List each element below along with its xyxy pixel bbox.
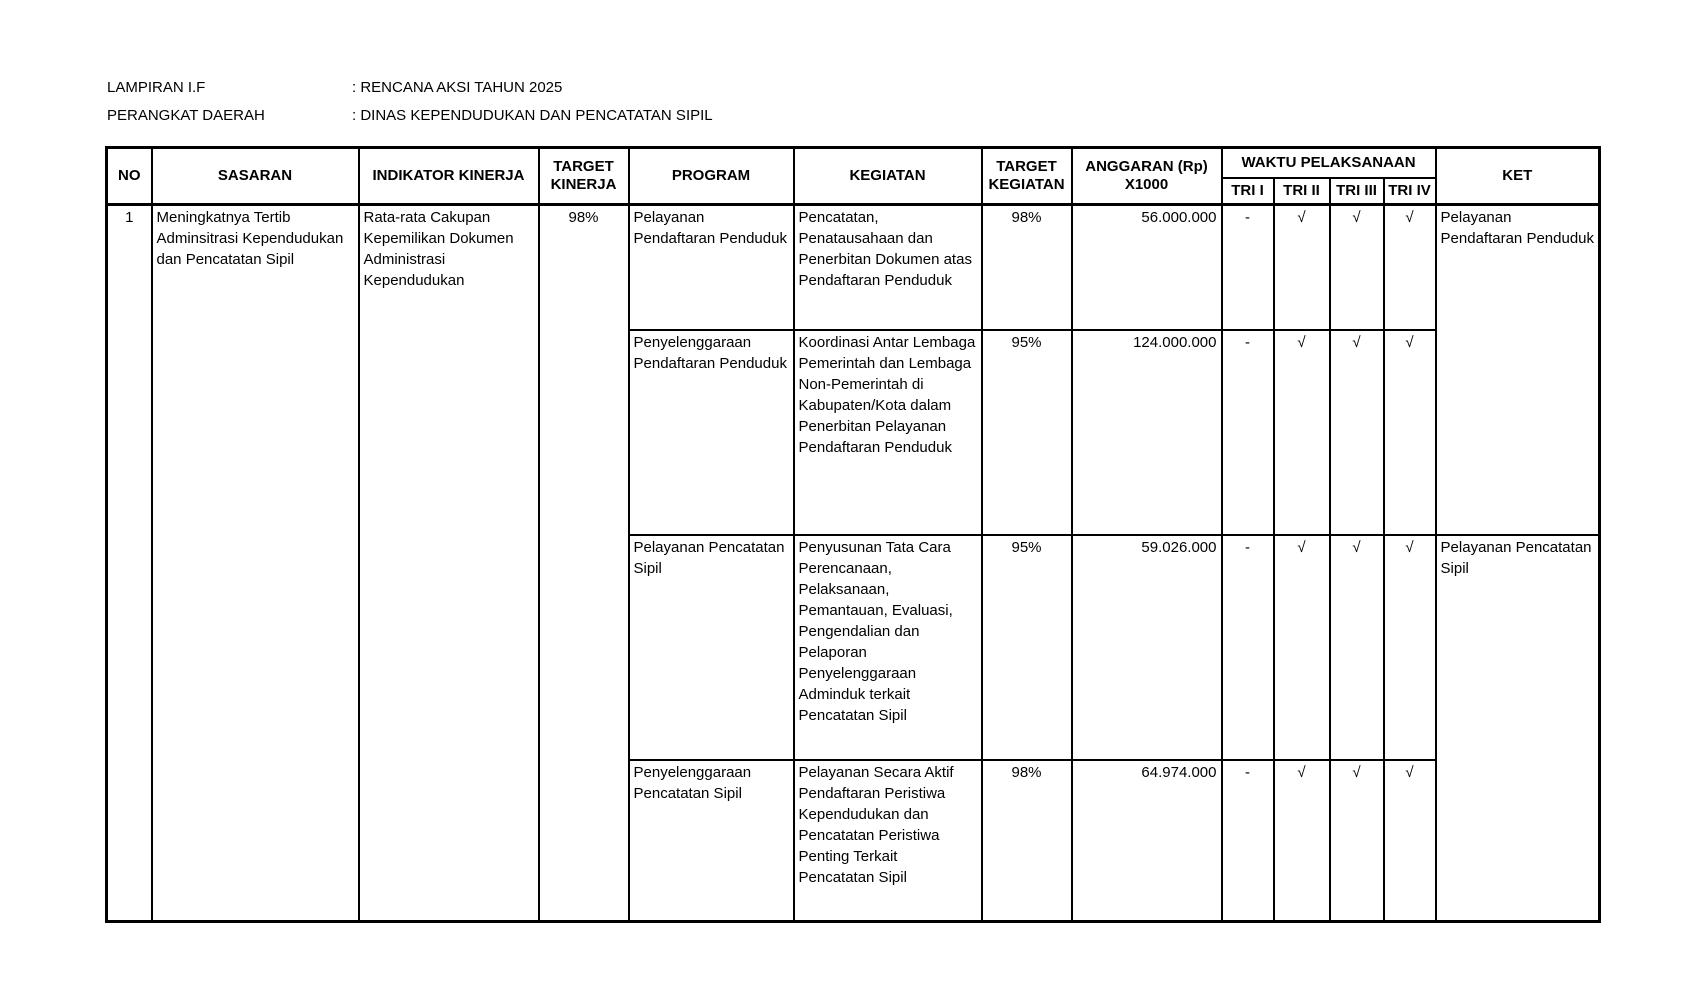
col-header-tri-4: TRI IV: [1384, 178, 1436, 205]
cell-kegiatan: Penyusunan Tata Cara Perencanaan, Pelaksanaan, Pemantauan, Evaluasi, Pengendalian dan Pelaporan Penyelenggaraan Adminduk terkait Pencatatan Sipil: [794, 535, 982, 760]
perangkat-daerah-label: PERANGKAT DAERAH: [107, 107, 265, 124]
anggaran-line1: ANGGARAN (Rp): [1085, 158, 1208, 175]
cell-program: Pelayanan Pendaftaran Penduduk: [629, 205, 794, 330]
col-header-sasaran: SASARAN: [152, 148, 359, 205]
cell-kegiatan: Pelayanan Secara Aktif Pendaftaran Peristiwa Kependudukan dan Pencatatan Peristiwa Penting Terkait Pencatatan Sipil: [794, 760, 982, 922]
col-header-waktu-pelaksanaan: WAKTU PELAKSANAAN: [1222, 148, 1436, 178]
cell-tri-4: √: [1384, 205, 1436, 330]
col-header-tri-1: TRI I: [1222, 178, 1274, 205]
col-header-anggaran: [1072, 148, 1222, 205]
lampiran-label: LAMPIRAN I.F: [107, 79, 206, 96]
cell-tri-3: √: [1330, 330, 1384, 535]
cell-tri-1: -: [1222, 535, 1274, 760]
cell-tri-3: √: [1330, 760, 1384, 922]
cell-anggaran: 64.974.000: [1072, 760, 1222, 922]
col-header-kegiatan: KEGIATAN: [794, 148, 982, 205]
document-header: [107, 74, 713, 130]
col-header-tri-3: TRI III: [1330, 178, 1384, 205]
cell-target-kinerja: 98%: [539, 205, 629, 922]
cell-kegiatan: Koordinasi Antar Lembaga Pemerintah dan Lembaga Non-Pemerintah di Kabupaten/Kota dalam Penerbitan Pelayanan Pendaftaran Penduduk: [794, 330, 982, 535]
cell-tri-4: √: [1384, 535, 1436, 760]
rencana-aksi-table: [105, 146, 1601, 923]
cell-target-kegiatan: 95%: [982, 535, 1072, 760]
cell-kegiatan: Pencatatan, Penatausahaan dan Penerbitan Dokumen atas Pendaftaran Penduduk: [794, 205, 982, 330]
cell-program: Pelayanan Pencatatan Sipil: [629, 535, 794, 760]
cell-ket-group-1: Pelayanan Pendaftaran Penduduk: [1436, 205, 1600, 535]
col-header-target-kegiatan: [982, 148, 1072, 205]
col-header-tri-2: TRI II: [1274, 178, 1330, 205]
perangkat-daerah-value: : DINAS KEPENDUDUKAN DAN PENCATATAN SIPIL: [352, 107, 713, 124]
cell-program: Penyelenggaraan Pendaftaran Penduduk: [629, 330, 794, 535]
cell-target-kegiatan: 98%: [982, 760, 1072, 922]
cell-tri-2: √: [1274, 330, 1330, 535]
col-header-indikator-kinerja: INDIKATOR KINERJA: [359, 148, 539, 205]
header-row-perangkat-daerah: [107, 102, 713, 130]
anggaran-line2: X1000: [1124, 176, 1169, 193]
cell-tri-2: √: [1274, 535, 1330, 760]
target-kinerja-line1: TARGET: [553, 158, 614, 175]
col-header-no: NO: [107, 148, 152, 205]
cell-tri-1: -: [1222, 205, 1274, 330]
target-kinerja-line2: KINERJA: [550, 176, 617, 193]
cell-program: Penyelenggaraan Pencatatan Sipil: [629, 760, 794, 922]
cell-anggaran: 59.026.000: [1072, 535, 1222, 760]
cell-tri-2: √: [1274, 205, 1330, 330]
cell-target-kegiatan: 98%: [982, 205, 1072, 330]
cell-no: 1: [107, 205, 152, 922]
cell-tri-4: √: [1384, 330, 1436, 535]
cell-tri-1: -: [1222, 330, 1274, 535]
cell-tri-4: √: [1384, 760, 1436, 922]
col-header-ket: KET: [1436, 148, 1600, 205]
target-kegiatan-line2: KEGIATAN: [988, 176, 1065, 193]
lampiran-value: : RENCANA AKSI TAHUN 2025: [352, 79, 563, 96]
cell-sasaran: Meningkatnya Tertib Adminsitrasi Kependudukan dan Pencatatan Sipil: [152, 205, 359, 922]
cell-tri-3: √: [1330, 535, 1384, 760]
cell-anggaran: 124.000.000: [1072, 330, 1222, 535]
cell-anggaran: 56.000.000: [1072, 205, 1222, 330]
target-kegiatan-line1: TARGET: [996, 158, 1057, 175]
cell-tri-2: √: [1274, 760, 1330, 922]
cell-target-kegiatan: 95%: [982, 330, 1072, 535]
cell-indikator-kinerja: Rata-rata Cakupan Kepemilikan Dokumen Administrasi Kependudukan: [359, 205, 539, 922]
col-header-target-kinerja: [539, 148, 629, 205]
cell-tri-3: √: [1330, 205, 1384, 330]
table-row: [107, 205, 1600, 330]
col-header-program: PROGRAM: [629, 148, 794, 205]
cell-ket-group-2: Pelayanan Pencatatan Sipil: [1436, 535, 1600, 922]
header-row-lampiran: [107, 74, 713, 102]
cell-tri-1: -: [1222, 760, 1274, 922]
